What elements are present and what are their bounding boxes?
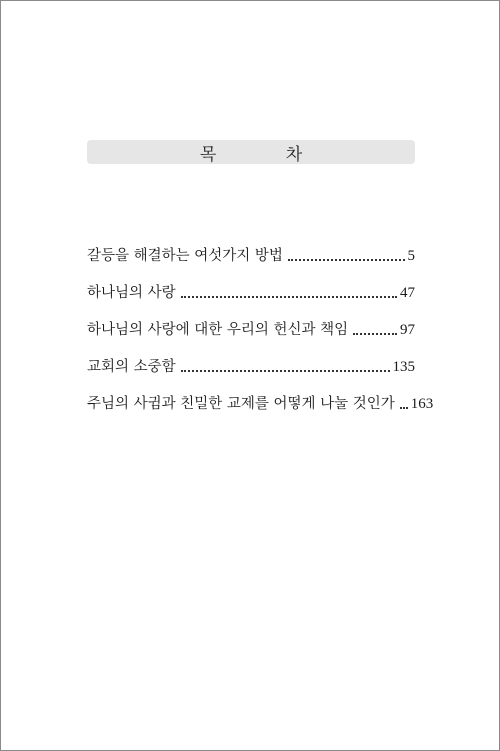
- toc-entry[interactable]: [87, 266, 415, 303]
- toc-entry-page: 135: [392, 359, 415, 375]
- toc-entry-label: 주님의 사귐과 친밀한 교제를 어떻게 나눌 것인가: [87, 396, 395, 412]
- toc-entry-label: 하나님의 사랑: [87, 285, 176, 301]
- toc-list: [87, 229, 434, 414]
- toc-entry-page: 97: [400, 322, 415, 338]
- toc-entry-label: 교회의 소중함: [87, 359, 176, 375]
- dot-leader: [181, 296, 397, 298]
- toc-entry[interactable]: [87, 340, 415, 377]
- toc-header-bar: [87, 140, 415, 164]
- dot-leader: [353, 333, 397, 335]
- toc-entry-page: 163: [410, 396, 434, 412]
- toc-entry[interactable]: [87, 229, 415, 266]
- toc-entry[interactable]: [87, 303, 415, 340]
- toc-entry-label: 갈등을 해결하는 여섯가지 방법: [87, 248, 283, 264]
- toc-title: 목 차: [199, 144, 335, 165]
- dot-leader: [288, 259, 405, 261]
- dot-leader: [181, 370, 390, 372]
- dot-leader: [400, 407, 408, 409]
- toc-entry-page: 5: [407, 248, 415, 264]
- toc-entry-label: 하나님의 사랑에 대한 우리의 헌신과 책임: [87, 322, 349, 338]
- toc-entry[interactable]: [87, 377, 434, 414]
- toc-entry-page: 47: [400, 285, 415, 301]
